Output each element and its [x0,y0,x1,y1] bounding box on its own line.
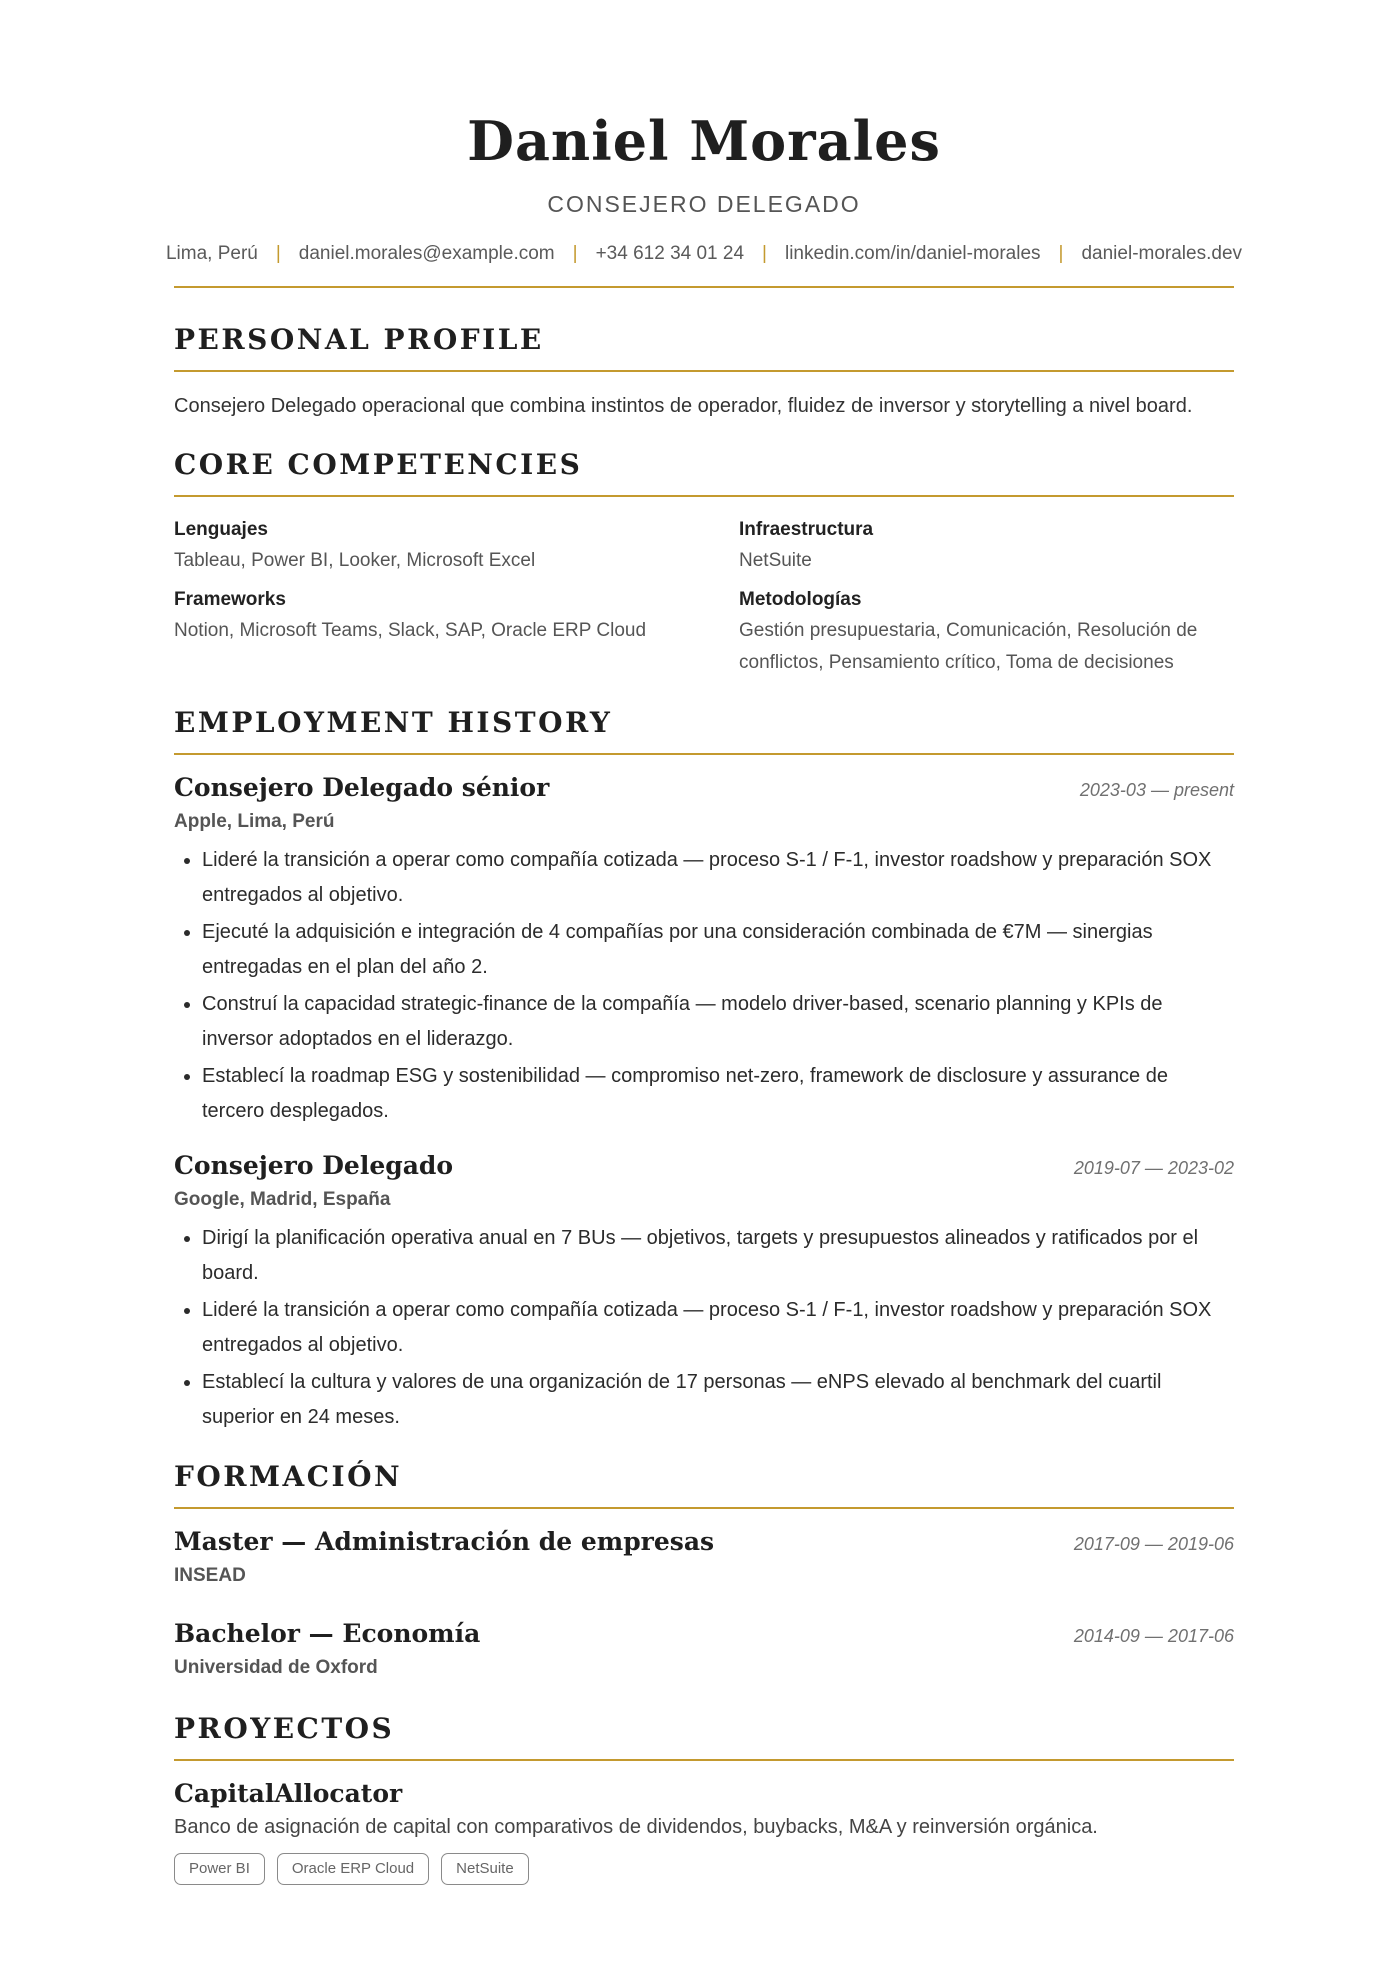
contact-email[interactable]: daniel.morales@example.com [298,243,555,264]
job-header [174,771,1234,805]
competencies-grid [174,515,1234,679]
contact-separator: | [762,243,767,264]
project-entry [174,1777,1234,1885]
competencies-section [174,447,1234,679]
education-section [174,1459,1234,1683]
achievement-item: • Dirigí la planificación operativa anual en 7 BUs — objetivos, targets y presupuestos alineados y ratificados por el board. [202,1221,1234,1291]
section-heading: PERSONAL PROFILE [174,323,544,356]
contact-separator: | [275,243,281,264]
projects-section [174,1711,1234,1885]
candidate-title: CONSEJERO DELEGADO [547,191,861,217]
job-entry [174,1149,1234,1435]
competency-value: Tableau, Power BI, Looker, Microsoft Excel [174,550,536,571]
profile-section [174,322,1234,425]
contact-linkedin[interactable]: linkedin.com/in/daniel-morales [784,243,1041,264]
job-achievements [174,843,1234,1129]
achievement-item: • Lideré la transición a operar como compañía cotizada — proceso S-1 / F-1, investor roadshow y preparación SOX entregados al objetivo. [202,843,1234,913]
contact-location: Lima, Perú [165,243,258,264]
section-divider [174,495,1234,497]
job-entry [174,771,1234,1129]
job-header [174,1149,1234,1183]
job-title: Consejero Delegado [174,1151,454,1180]
degree-title: Bachelor — Economía [174,1619,481,1648]
contact-website[interactable]: daniel-morales.dev [1081,243,1243,264]
tech-tag: Power BI [174,1853,265,1885]
candidate-name: Daniel Morales [467,109,941,173]
section-heading: CORE COMPETENCIES [174,448,583,481]
competency-label: Frameworks [174,589,286,610]
section-divider [174,1759,1234,1761]
education-header [174,1525,1234,1559]
section-divider [174,370,1234,372]
job-dates: 2019-07 — 2023-02 [1073,1158,1234,1178]
job-dates: 2023-03 — present [1079,780,1234,800]
institution-name: Universidad de Oxford [174,1657,378,1678]
job-organization: Google, Madrid, España [174,1189,391,1210]
education-entry [174,1525,1234,1591]
competency-label: Lenguajes [174,519,268,540]
job-title: Consejero Delegado sénior [174,773,550,802]
resume-page [165,0,1243,1885]
job-organization: Apple, Lima, Perú [174,811,335,832]
profile-text: Consejero Delegado operacional que combina instintos de operador, fluidez de inversor y storytelling a nivel board. [174,395,1193,417]
degree-title: Master — Administración de empresas [174,1527,715,1556]
project-title: CapitalAllocator [174,1779,403,1808]
education-header [174,1617,1234,1651]
competency-label: Infraestructura [739,519,874,540]
achievement-item: • Lideré la transición a operar como compañía cotizada — proceso S-1 / F-1, investor roadshow y preparación SOX entregados al objetivo. [202,1293,1234,1363]
institution-name: INSEAD [174,1565,246,1586]
competency-item [739,515,1234,577]
education-entry [174,1617,1234,1683]
tech-tag: NetSuite [441,1853,529,1885]
section-heading: PROYECTOS [174,1712,395,1745]
contact-phone[interactable]: +34 612 34 01 24 [595,243,745,264]
competency-item [174,515,739,577]
tech-tag: Oracle ERP Cloud [277,1853,429,1885]
achievement-item: • Establecí la cultura y valores de una organización de 17 personas — eNPS elevado al benchmark del cuartil superior en 24 meses. [202,1365,1234,1435]
competency-value: NetSuite [739,550,812,571]
achievement-item: • Establecí la roadmap ESG y sostenibilidad — compromiso net-zero, framework de disclosure y assurance de tercero desplegados. [202,1059,1234,1129]
project-tags [174,1853,1234,1885]
competency-item [174,585,739,679]
section-heading: FORMACIÓN [174,1460,403,1493]
contact-line [165,240,1243,268]
contact-separator: | [1058,243,1064,264]
header-divider [174,286,1234,288]
project-description: Banco de asignación de capital con comparativos de dividendos, buybacks, M&A y reinversión orgánica. [174,1816,1098,1838]
employment-section [174,705,1234,1435]
education-dates: 2017-09 — 2019-06 [1073,1534,1234,1554]
section-heading: EMPLOYMENT HISTORY [174,706,613,739]
competency-label: Metodologías [739,589,862,610]
section-divider [174,753,1234,755]
achievement-item: • Ejecuté la adquisición e integración de 4 compañías por una consideración combinada de €7M — sinergias entregadas en el plan del año 2. [202,915,1234,985]
competency-value: Notion, Microsoft Teams, Slack, SAP, Oracle ERP Cloud [174,620,647,641]
achievement-item: • Construí la capacidad strategic-finance de la compañía — modelo driver-based, scenario planning y KPIs de inversor adoptados en el liderazgo. [202,987,1234,1057]
job-achievements [174,1221,1234,1435]
contact-separator: | [572,243,578,264]
competency-item [739,585,1234,679]
education-dates: 2014-09 — 2017-06 [1073,1626,1234,1646]
section-divider [174,1507,1234,1509]
competency-value: Gestión presupuestaria, Comunicación, Resolución de conflictos, Pensamiento crítico, Toma de decisiones [739,620,1198,673]
